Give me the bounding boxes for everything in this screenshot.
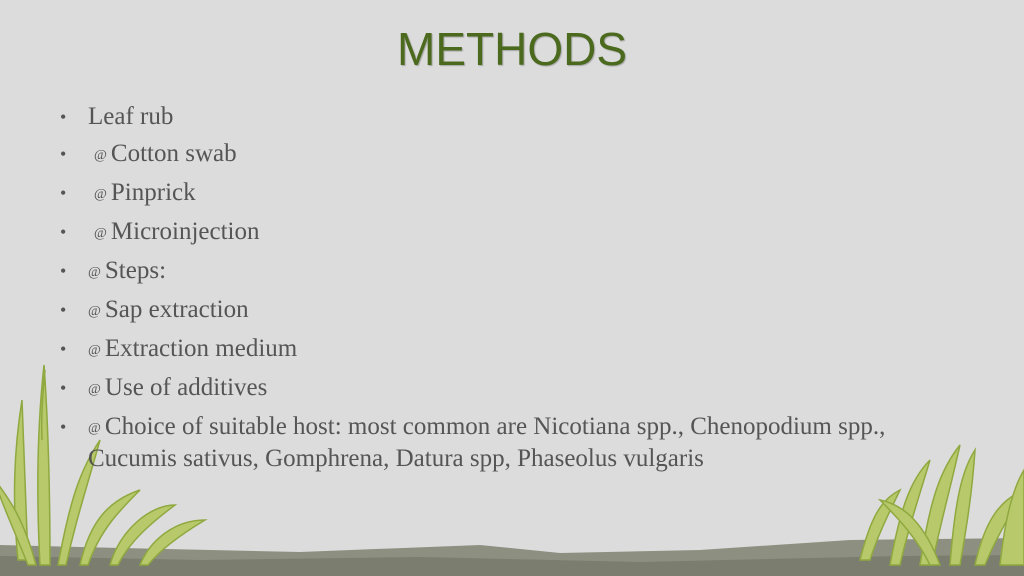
bullet-dot-icon: • — [60, 144, 67, 164]
bullet-text: Cotton swab — [110, 140, 237, 167]
spiral-icon: @ — [88, 421, 101, 436]
bullet-item — [60, 102, 940, 132]
bullet-item — [60, 217, 940, 249]
bullet-item — [60, 178, 940, 210]
bullet-dot-icon: • — [60, 300, 67, 320]
bullet-dot-icon: • — [60, 261, 67, 281]
bullet-dot-icon: • — [60, 417, 67, 437]
bullet-list — [60, 102, 940, 481]
bullet-text: Steps: — [104, 257, 167, 284]
bullet-dot-icon: • — [60, 107, 67, 127]
bullet-item — [60, 412, 940, 474]
spiral-icon: @ — [88, 343, 101, 358]
bullet-item — [60, 256, 940, 288]
slide-title: METHODS — [397, 23, 627, 75]
bullet-text: Choice of suitable host: most common are Nicotiana spp., Chenopodium spp., Cucumis sativus, Gomphrena, Datura spp, Phaseolus vulgaris — [88, 413, 886, 472]
bullet-item — [60, 295, 940, 327]
bullet-text: Microinjection — [110, 218, 260, 245]
spiral-icon: @ — [94, 226, 107, 241]
bullet-text: Leaf rub — [88, 103, 174, 130]
spiral-icon: @ — [88, 382, 101, 397]
spiral-icon: @ — [94, 187, 107, 202]
bullet-dot-icon: • — [60, 222, 67, 242]
bullet-text: Use of additives — [104, 374, 268, 401]
bullet-item — [60, 373, 940, 405]
bullet-item — [60, 139, 940, 171]
bullet-item — [60, 334, 940, 366]
bullet-dot-icon: • — [60, 339, 67, 359]
bullet-dot-icon: • — [60, 183, 67, 203]
spiral-icon: @ — [94, 148, 107, 163]
bullet-text: Pinprick — [110, 179, 196, 206]
bullet-text: Extraction medium — [104, 335, 298, 362]
bullet-text: Sap extraction — [104, 296, 249, 323]
spiral-icon: @ — [88, 265, 101, 280]
spiral-icon: @ — [88, 304, 101, 319]
bullet-dot-icon: • — [60, 378, 67, 398]
